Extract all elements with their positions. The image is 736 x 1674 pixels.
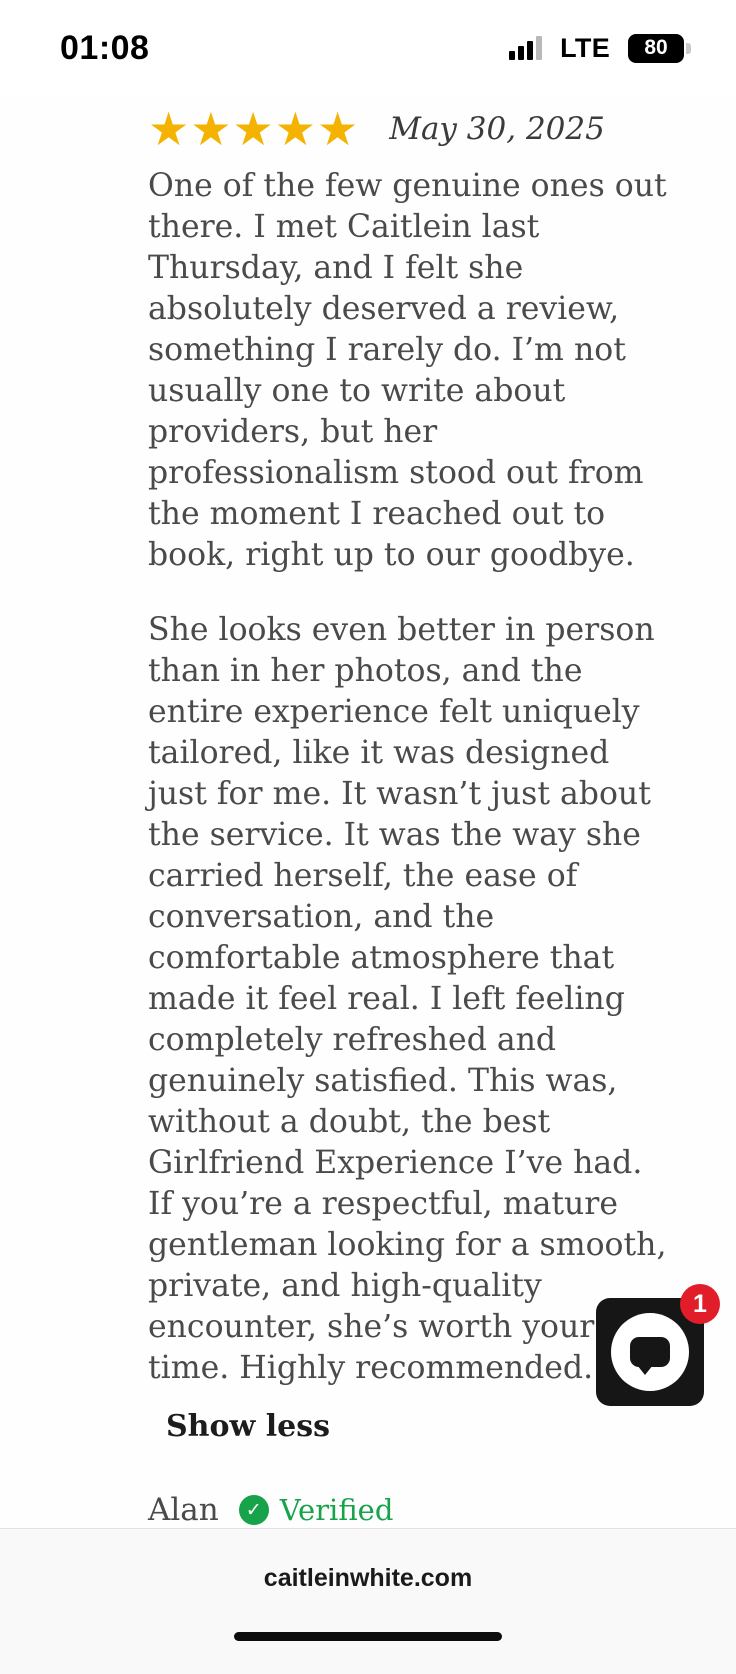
battery-icon — [628, 34, 684, 63]
home-indicator[interactable] — [234, 1632, 502, 1641]
chat-unread-badge: 1 — [680, 1284, 720, 1324]
browser-url-bar[interactable] — [0, 1528, 736, 1628]
review-paragraph: She looks even better in person than in her photos, and the entire experience felt uniquely tailored, like it was designed just for me. It wasn’t just about the service. It was the way she carried herself, the ease of conversation, and the comfortable atmosphere that made it feel real. I left feeling completely refreshed and genuinely satisfied. This was, without a doubt, the best Girlfriend Experience I’ve had. If you’re a respectful, mature gentleman looking for a smooth, private, and high-quality encounter, she’s worth your time. Highly recommended. — [148, 612, 667, 1386]
verified-check-icon: ✓ — [239, 1495, 269, 1525]
status-bar — [0, 0, 736, 96]
reviewer-row — [24, 1444, 712, 1528]
star-rating-icon: ★★★★★ — [148, 103, 360, 155]
cellular-signal-icon — [509, 36, 542, 60]
verified-label: Verified — [279, 1493, 394, 1527]
chat-bubble-icon — [611, 1313, 689, 1391]
chat-bubble-glyph — [630, 1337, 670, 1367]
carrier-label: LTE — [560, 32, 610, 63]
review-card — [0, 96, 736, 1528]
review-paragraph: One of the few genuine ones out there. I met Caitlein last Thursday, and I felt she absolutely deserved a review, something I rarely do. I’m not usually one to write about providers, but her professionalism stood out from the moment I reached out to book, right up to our goodbye. — [148, 168, 667, 573]
show-less-button[interactable]: Show less — [166, 1409, 331, 1444]
site-url-label[interactable]: caitleinwhite.com — [263, 1564, 473, 1592]
review-date: May 30, 2025 — [389, 111, 605, 147]
status-badge — [239, 1493, 394, 1527]
chat-widget-button[interactable] — [596, 1289, 707, 1406]
home-indicator-area — [0, 1628, 736, 1674]
battery-level: 80 — [644, 36, 668, 59]
review-text — [24, 166, 712, 1389]
reviewer-name: Alan — [148, 1492, 219, 1528]
status-time: 01:08 — [60, 28, 150, 67]
review-header — [24, 96, 712, 166]
status-indicators — [509, 33, 684, 64]
